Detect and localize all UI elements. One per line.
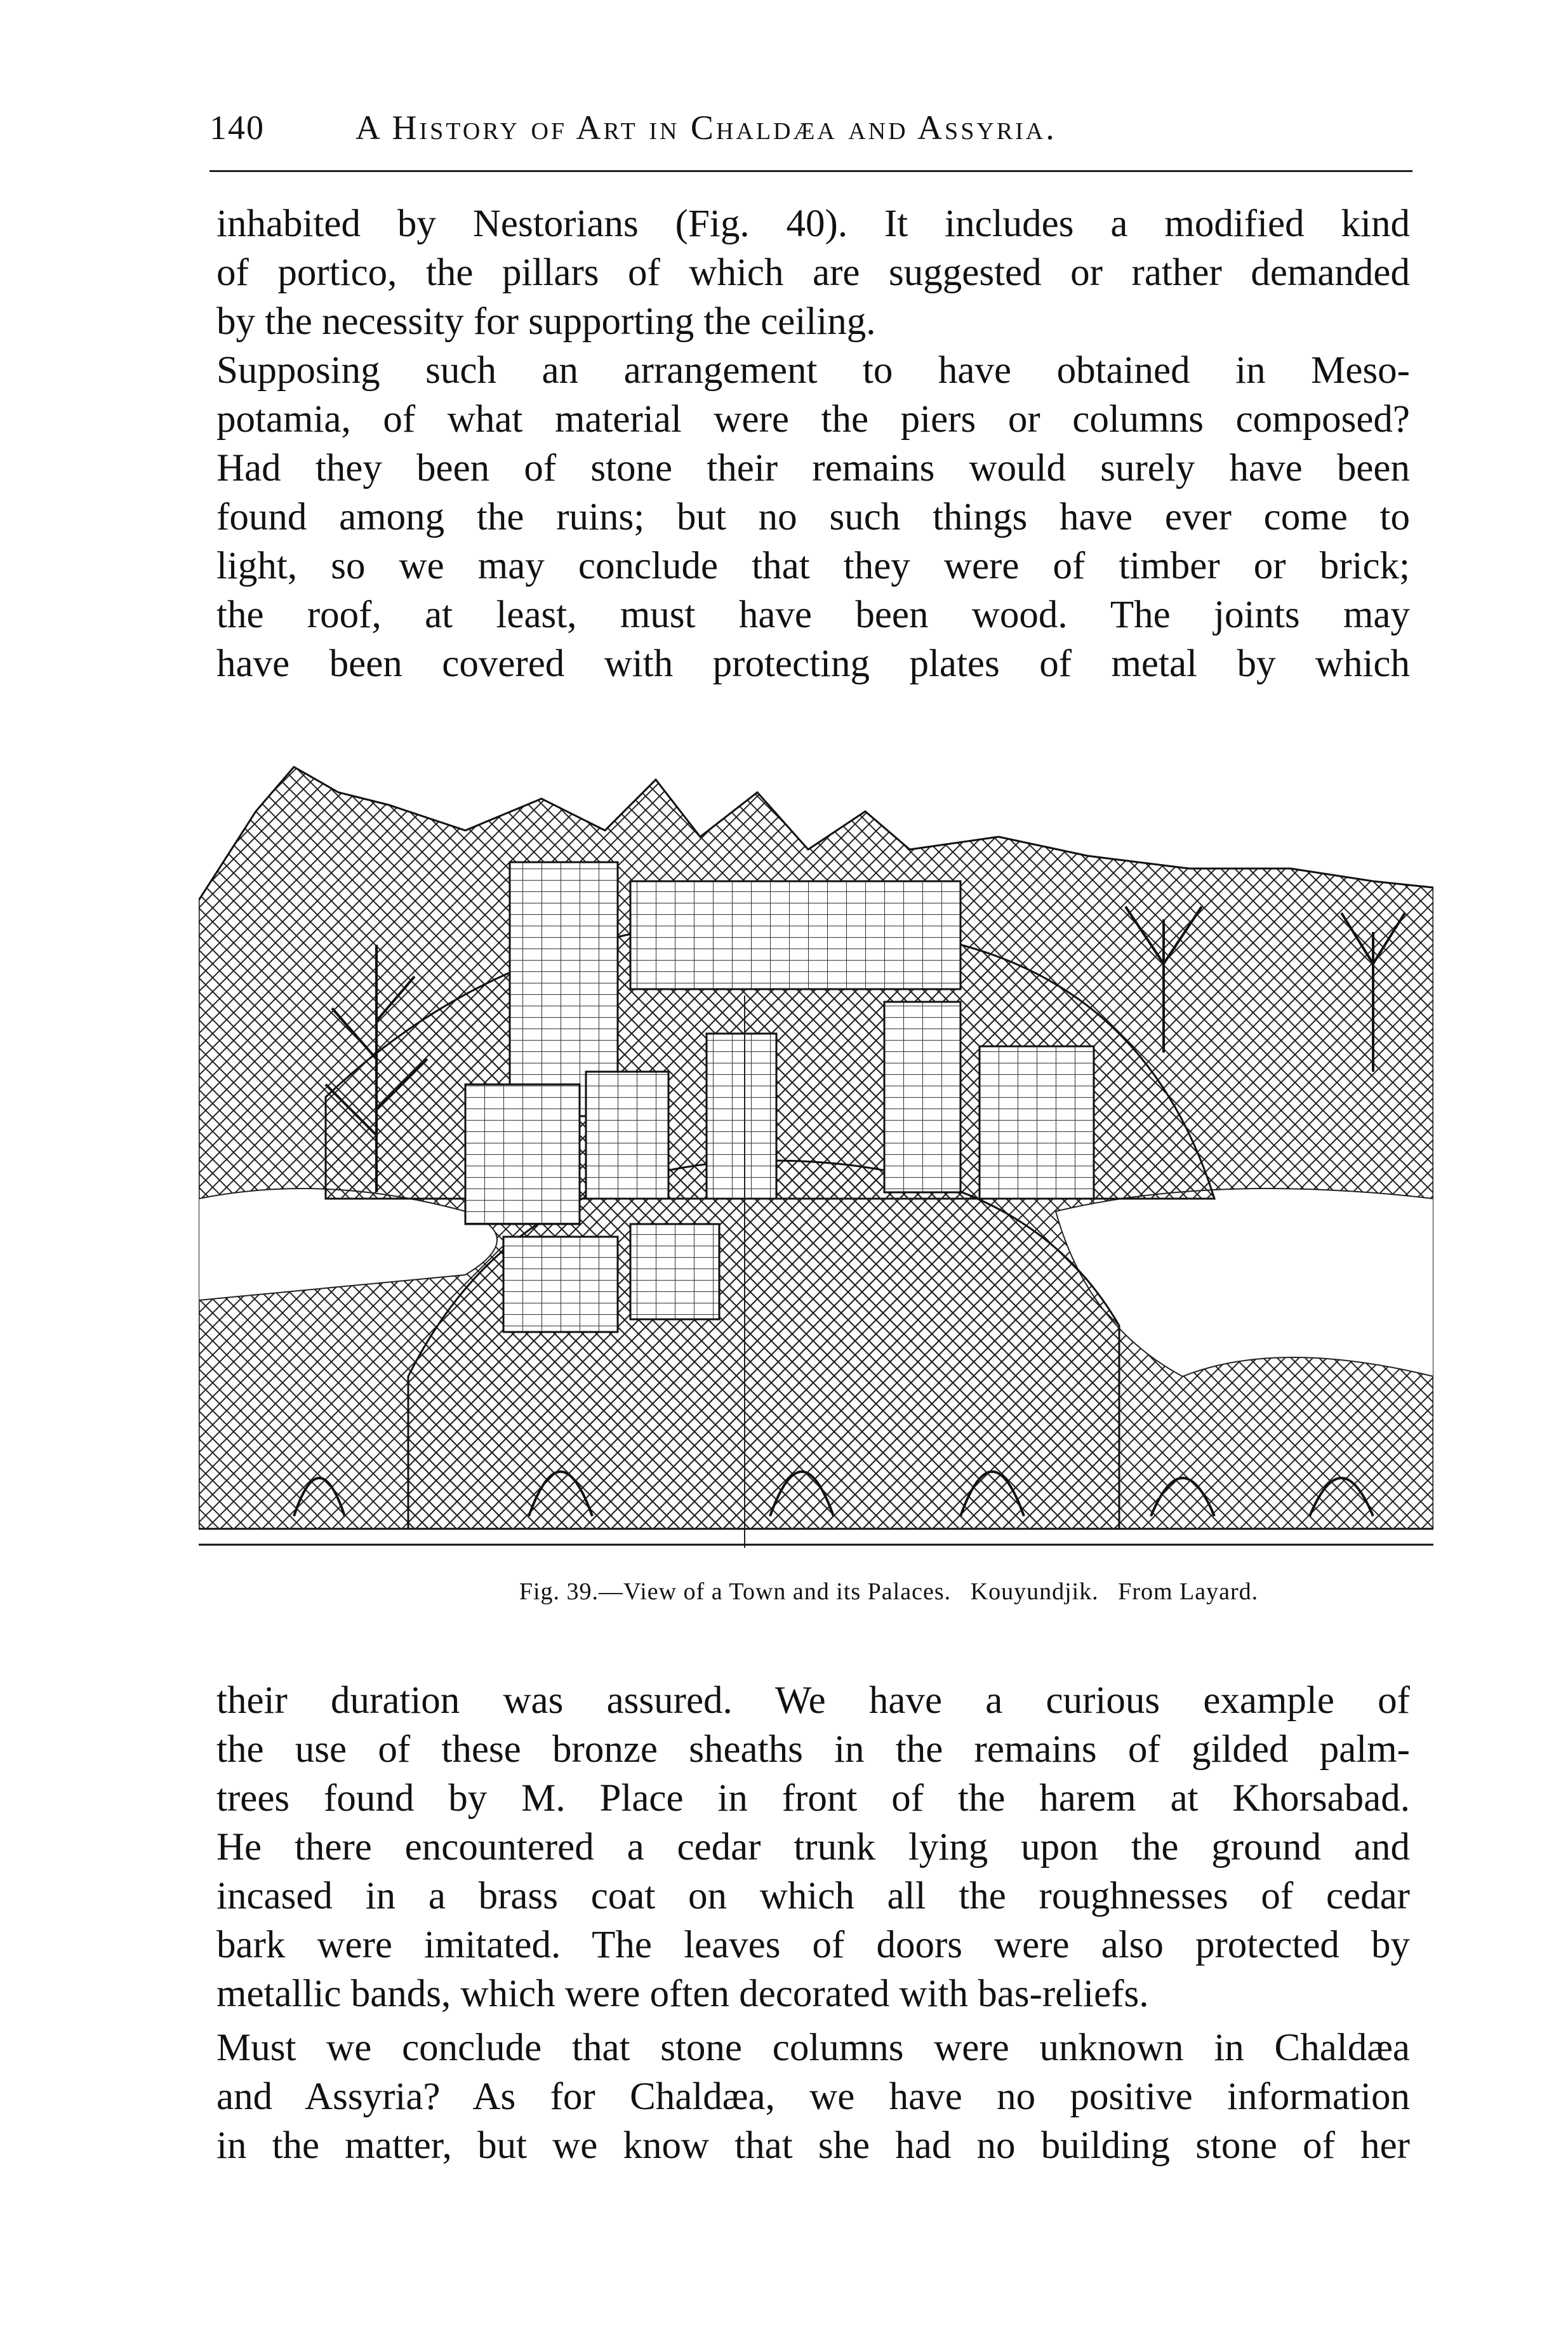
header-rule <box>209 170 1412 172</box>
text-line: light, so we may conclude that they were of timber or brick; <box>216 545 1410 587</box>
text-line: He there encountered a cedar trunk lying upon the ground and <box>216 1826 1410 1868</box>
text-line: their duration was assured. We have a curious example of <box>216 1679 1410 1722</box>
text-line: in the matter, but we know that she had no building stone of her <box>216 2124 1410 2167</box>
text-line: the roof, at least, must have been wood. The joints may <box>216 594 1410 636</box>
text-line: potamia, of what material were the piers or columns composed? <box>216 398 1410 441</box>
body-text-top <box>216 199 1410 688</box>
running-header <box>203 108 1409 165</box>
text-line: by the necessity for supporting the ceiling. <box>216 300 876 343</box>
running-title: A History of Art in Chaldæa and Assyria. <box>355 109 1057 147</box>
body-text-bottom <box>216 1676 1410 2170</box>
text-line: Must we conclude that stone columns were unknown in Chaldæa <box>216 2027 1410 2069</box>
text-line: trees found by M. Place in front of the harem at Khorsabad. <box>216 1777 1410 1820</box>
text-line: the use of these bronze sheaths in the remains of gilded palm- <box>216 1728 1410 1771</box>
text-line: and Assyria? As for Chaldæa, we have no positive information <box>216 2075 1410 2118</box>
figure-town-and-palaces <box>199 754 1433 1557</box>
caption-fig: Fig. 39.—View of a Town and its Palaces. <box>519 1578 952 1605</box>
text-line: Supposing such an arrangement to have obtained in Meso- <box>216 349 1410 392</box>
text-line: bark were imitated. The leaves of doors were also protected by <box>216 1924 1410 1966</box>
text-line: Had they been of stone their remains would surely have been <box>216 447 1410 489</box>
text-line: of portico, the pillars of which are suggested or rather demanded <box>216 251 1410 294</box>
text-line: inhabited by Nestorians (Fig. 40). It includes a modified kind <box>216 203 1410 245</box>
text-line: have been covered with protecting plates of metal by which <box>216 643 1410 685</box>
text-line: found among the ruins; but no such things have ever come to <box>216 496 1410 538</box>
text-line: incased in a brass coat on which all the roughnesses of cedar <box>216 1875 1410 1917</box>
figure-caption <box>0 1578 1568 1606</box>
text-line: metallic bands, which were often decorated with bas-reliefs. <box>216 1973 1149 2015</box>
caption-place: Kouyundjik. <box>970 1578 1099 1605</box>
caption-source: From Layard. <box>1118 1578 1259 1605</box>
page-number: 140 <box>209 109 265 147</box>
